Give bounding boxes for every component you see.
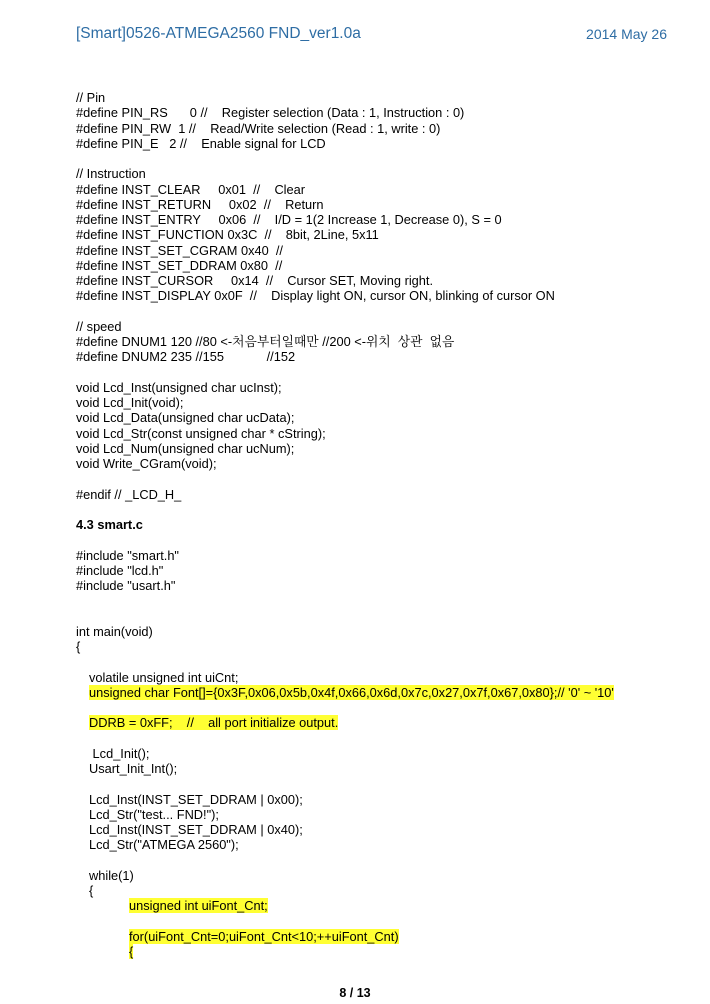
blank-line <box>76 593 686 608</box>
code-text: Lcd_Init(); <box>89 745 150 761</box>
code-text: #define INST_SET_DDRAM 0x80 // <box>76 257 283 273</box>
code-line <box>76 487 686 502</box>
code-line <box>76 792 686 807</box>
code-line <box>76 548 686 563</box>
code-text: { <box>76 639 81 654</box>
code-line <box>76 349 686 364</box>
code-line <box>76 456 686 471</box>
code-line <box>76 258 686 273</box>
code-text: #define INST_CURSOR 0x14 // Cursor SET, Moving right. <box>76 273 434 288</box>
highlighted-code-text: DDRB = 0xFF; // all port initialize output. <box>89 715 339 731</box>
header-date: 2014 May 26 <box>586 26 667 42</box>
code-line <box>76 166 686 181</box>
code-text: #include "smart.h" <box>76 547 179 563</box>
code-text: #define DNUM2 235 //155 //152 <box>76 349 296 365</box>
code-line <box>76 288 686 303</box>
code-text: void Lcd_Str(const unsigned char * cString); <box>76 425 326 441</box>
section-heading <box>76 517 686 532</box>
blank-line <box>76 365 686 380</box>
code-line <box>76 334 686 349</box>
blank-line <box>76 151 686 166</box>
code-text: Lcd_Inst(INST_SET_DDRAM | 0x40); <box>89 822 303 837</box>
blank-line <box>76 471 686 486</box>
code-text: // speed <box>76 318 122 334</box>
code-line <box>76 441 686 456</box>
code-line <box>76 212 686 227</box>
code-line <box>76 563 686 578</box>
code-line <box>76 639 686 654</box>
blank-line <box>76 700 686 715</box>
code-text: #define DNUM1 120 //80 <-처음부터일때만 //200 <-위치 상관 없음 <box>76 334 455 349</box>
blank-line <box>76 914 686 929</box>
blank-line <box>76 502 686 517</box>
code-line <box>76 670 686 685</box>
blank-line <box>76 304 686 319</box>
code-line <box>76 426 686 441</box>
code-line <box>76 136 686 151</box>
code-line <box>76 578 686 593</box>
code-text: Lcd_Str("test... FND!"); <box>89 806 219 822</box>
code-line <box>76 944 686 959</box>
blank-line <box>76 853 686 868</box>
code-line <box>76 898 686 913</box>
code-line <box>76 761 686 776</box>
code-line <box>76 90 686 105</box>
code-text: Usart_Init_Int(); <box>89 761 178 776</box>
highlighted-code-text: for(uiFont_Cnt=0;uiFont_Cnt<10;++uiFont_Cnt) <box>129 928 399 944</box>
code-line <box>76 868 686 883</box>
code-line <box>76 883 686 898</box>
code-line <box>76 395 686 410</box>
code-line <box>76 105 686 120</box>
blank-line <box>76 776 686 791</box>
highlighted-code-text: unsigned char Font[]={0x3F,0x06,0x5b,0x4f,0x66,0x6d,0x7c,0x27,0x7f,0x67,0x80};// '0' ~ '10' <box>89 684 614 700</box>
code-text: #define INST_CLEAR 0x01 // Clear <box>76 181 306 197</box>
code-text: Lcd_Inst(INST_SET_DDRAM | 0x00); <box>89 791 303 807</box>
code-text: volatile unsigned int uiCnt; <box>89 669 239 685</box>
code-text: #define INST_RETURN 0x02 // Return <box>76 196 324 212</box>
code-listing <box>76 90 686 959</box>
code-line <box>76 182 686 197</box>
code-text: void Lcd_Num(unsigned char ucNum); <box>76 440 295 456</box>
code-text: void Lcd_Inst(unsigned char ucInst); <box>76 379 282 395</box>
code-text: #define INST_SET_CGRAM 0x40 // <box>76 242 283 258</box>
code-line <box>76 837 686 852</box>
code-text: void Write_CGram(void); <box>76 456 217 471</box>
blank-line <box>76 654 686 669</box>
code-line <box>76 273 686 288</box>
code-text: Lcd_Str("ATMEGA 2560"); <box>89 837 239 853</box>
code-line <box>76 319 686 334</box>
code-text: #define PIN_RS 0 // Register selection (Data : 1, Instruction : 0) <box>76 105 465 121</box>
code-line <box>76 410 686 425</box>
code-line <box>76 715 686 730</box>
code-text: // Instruction <box>76 166 146 182</box>
code-text: #endif // _LCD_H_ <box>76 486 182 502</box>
code-text: while(1) <box>89 867 134 883</box>
code-text: // Pin <box>76 90 106 105</box>
header-title: [Smart]0526-ATMEGA2560 FND_ver1.0a <box>76 25 361 42</box>
blank-line <box>76 609 686 624</box>
code-text: #define PIN_RW 1 // Read/Write selection (Read : 1, write : 0) <box>76 120 441 136</box>
code-line <box>76 197 686 212</box>
code-text: #define PIN_E 2 // Enable signal for LCD <box>76 135 326 151</box>
code-text: { <box>89 883 94 898</box>
code-line <box>76 243 686 258</box>
code-line <box>76 822 686 837</box>
code-text: #define INST_FUNCTION 0x3C // 8bit, 2Line, 5x11 <box>76 227 379 243</box>
page-number: 8 / 13 <box>339 986 371 1000</box>
code-text: 4.3 smart.c <box>76 517 143 532</box>
code-text: int main(void) <box>76 623 153 639</box>
code-text: #include "lcd.h" <box>76 562 164 578</box>
code-text: #define INST_DISPLAY 0x0F // Display light ON, cursor ON, blinking of cursor ON <box>76 288 555 304</box>
code-line <box>76 624 686 639</box>
code-line <box>76 929 686 944</box>
code-text: void Lcd_Data(unsigned char ucData); <box>76 410 295 426</box>
highlighted-code-text: unsigned int uiFont_Cnt; <box>129 898 268 914</box>
code-text: #define INST_ENTRY 0x06 // I/D = 1(2 Increase 1, Decrease 0), S = 0 <box>76 212 502 227</box>
blank-line <box>76 532 686 547</box>
blank-line <box>76 731 686 746</box>
highlighted-code-text: { <box>129 944 134 959</box>
code-text: #include "usart.h" <box>76 578 176 593</box>
code-text: void Lcd_Init(void); <box>76 395 184 410</box>
code-line <box>76 807 686 822</box>
code-line <box>76 685 686 700</box>
code-line <box>76 746 686 761</box>
code-line <box>76 121 686 136</box>
code-line <box>76 380 686 395</box>
code-line <box>76 227 686 242</box>
